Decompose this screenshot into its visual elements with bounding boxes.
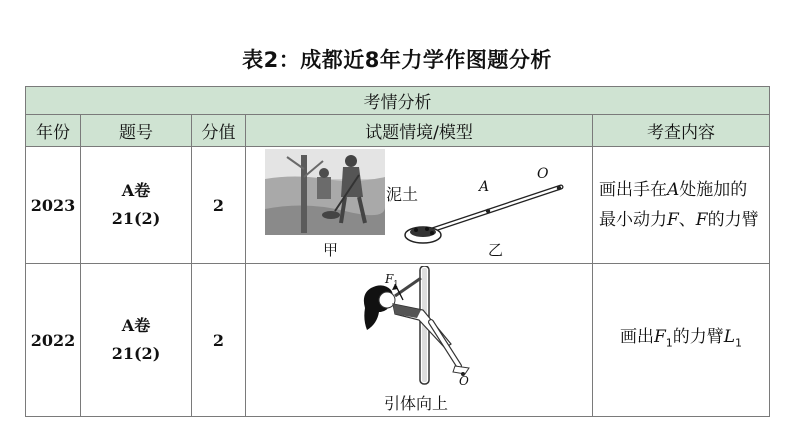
point-o-label: O xyxy=(537,166,549,182)
col-header-content: 考查内容 xyxy=(593,115,770,147)
group-header: 考情分析 xyxy=(26,87,770,115)
question-number: 21(2) xyxy=(111,344,161,363)
content-cell xyxy=(593,147,770,264)
analysis-table xyxy=(25,86,770,417)
col-header-scenario: 试题情境/模型 xyxy=(246,115,593,147)
photo-label-jia: 甲 xyxy=(323,241,339,259)
pullup-scene xyxy=(246,264,592,416)
shovel-scene xyxy=(246,147,592,263)
col-header-question: 题号 xyxy=(81,115,192,147)
question-paper: A卷 xyxy=(121,181,151,200)
question-cell xyxy=(81,147,192,264)
pivot-o-label: O xyxy=(459,374,469,388)
year-cell: 2022 xyxy=(26,264,81,417)
scenario-cell xyxy=(246,264,593,417)
year-cell: 2023 xyxy=(26,147,81,264)
content-cell: 画出$F_1$的力臂$L_1$ xyxy=(593,264,770,417)
planting-photo xyxy=(265,149,385,235)
col-header-year: 年份 xyxy=(26,115,81,147)
page-title: 表2：成都近8年力学作图题分析 xyxy=(242,48,552,72)
table-row xyxy=(26,264,770,417)
question-paper: A卷 xyxy=(121,316,151,335)
col-header-score: 分值 xyxy=(192,115,246,147)
soil-label: 泥土 xyxy=(386,185,419,204)
question-number: 21(2) xyxy=(111,209,161,228)
content-line-1: 画出手在A处施加的 xyxy=(599,180,748,200)
point-a-label: A xyxy=(479,179,490,195)
pullup-diagram xyxy=(351,266,491,394)
content-line-2: 最小动力F、F的力臂 xyxy=(599,210,759,230)
pullup-caption: 引体向上 xyxy=(384,394,449,413)
scenario-cell xyxy=(246,147,593,264)
diagram-label-yi: 乙 xyxy=(488,241,504,259)
force-label: $F_1$ xyxy=(385,272,399,289)
table-row xyxy=(26,147,770,264)
score-cell: 2 xyxy=(192,147,246,264)
score-cell: 2 xyxy=(192,264,246,417)
question-cell xyxy=(81,264,192,417)
